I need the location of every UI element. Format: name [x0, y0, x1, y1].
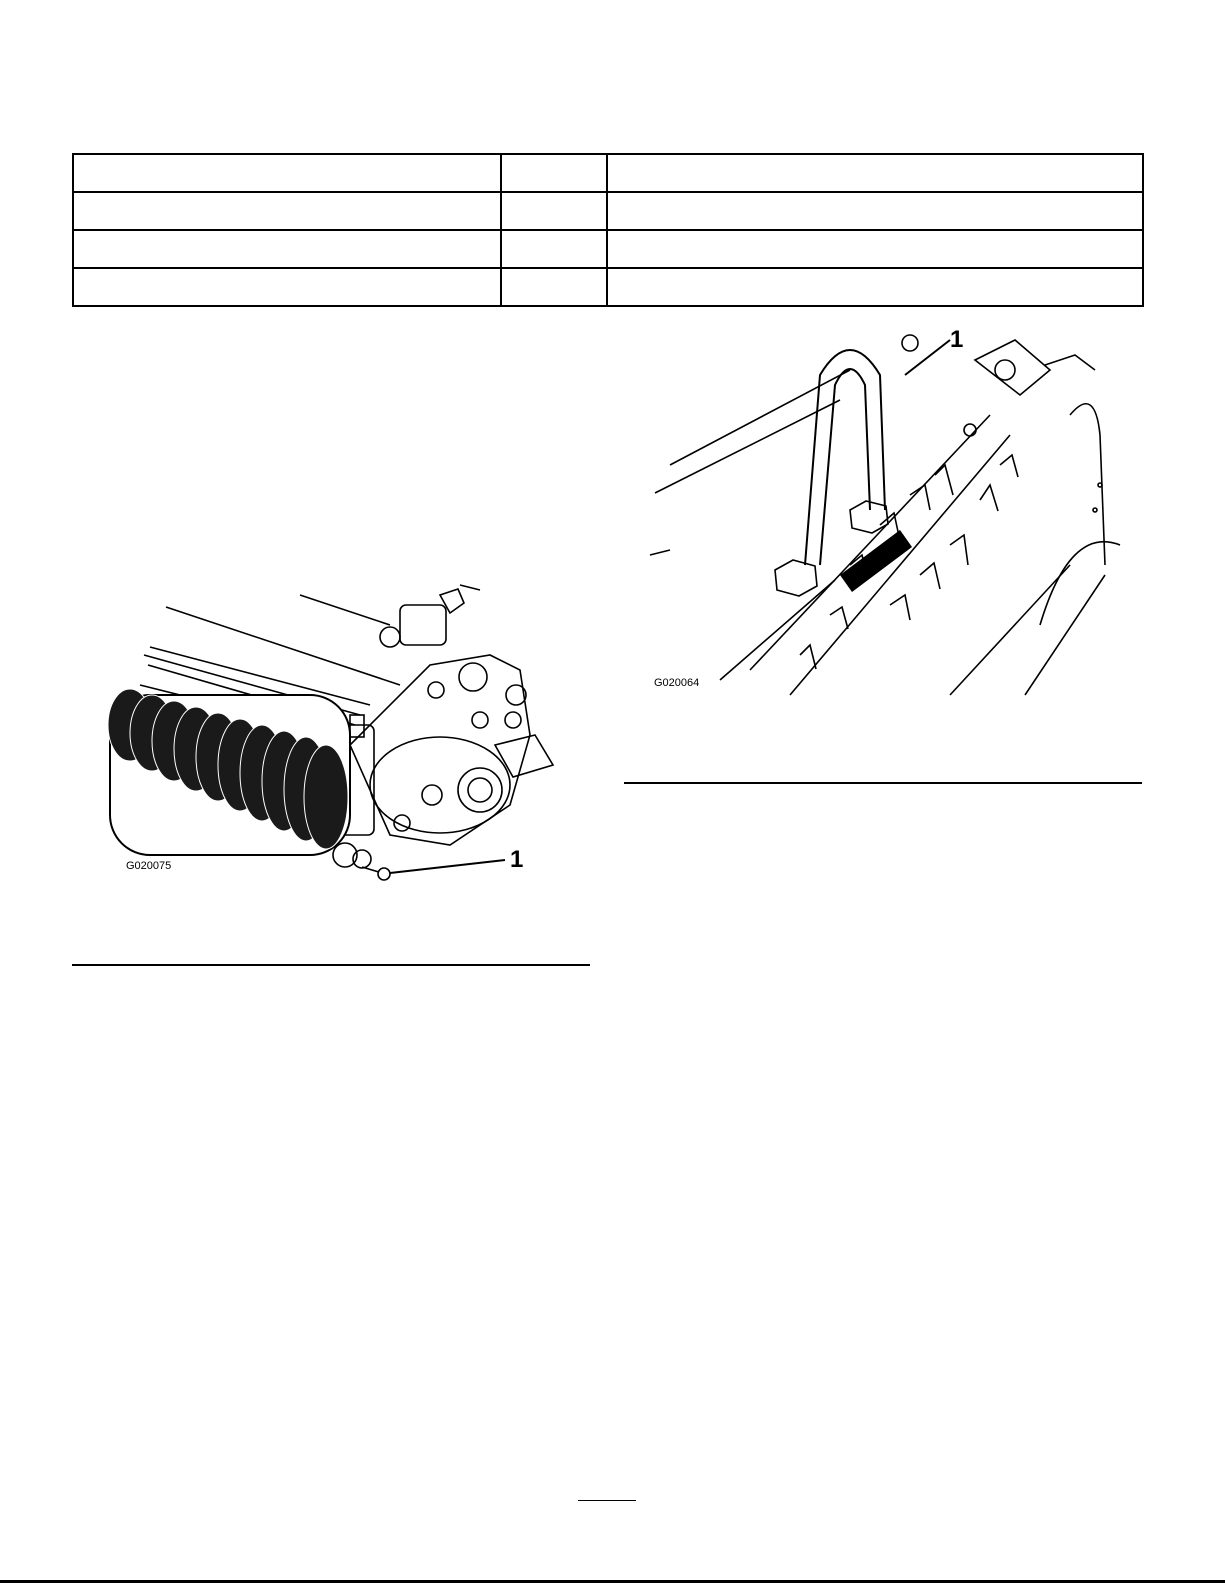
callout-number: 1 [510, 846, 524, 873]
table-row [73, 192, 1143, 230]
table-row [73, 230, 1143, 268]
table-cell [607, 192, 1143, 230]
table-row [73, 268, 1143, 306]
table-cell [607, 230, 1143, 268]
table-cell [73, 192, 501, 230]
reel-unit-illustration [100, 575, 560, 895]
u-bolt-illustration [650, 325, 1130, 695]
page-number-rule [578, 1500, 636, 1501]
table-cell [501, 230, 607, 268]
callout-number: 1 [950, 326, 964, 353]
figure-code: G020075 [126, 860, 172, 872]
table-cell [501, 154, 607, 192]
table-cell [73, 268, 501, 306]
table-cell [501, 192, 607, 230]
figure-divider [72, 964, 590, 966]
table-cell [607, 154, 1143, 192]
table-cell [607, 268, 1143, 306]
parts-table [72, 153, 1144, 307]
table-cell [73, 154, 501, 192]
table-cell [73, 230, 501, 268]
figure-code: G020064 [654, 677, 700, 689]
table-row [73, 154, 1143, 192]
figure-divider [624, 782, 1142, 784]
footer-rule [0, 1580, 1225, 1583]
table-cell [501, 268, 607, 306]
